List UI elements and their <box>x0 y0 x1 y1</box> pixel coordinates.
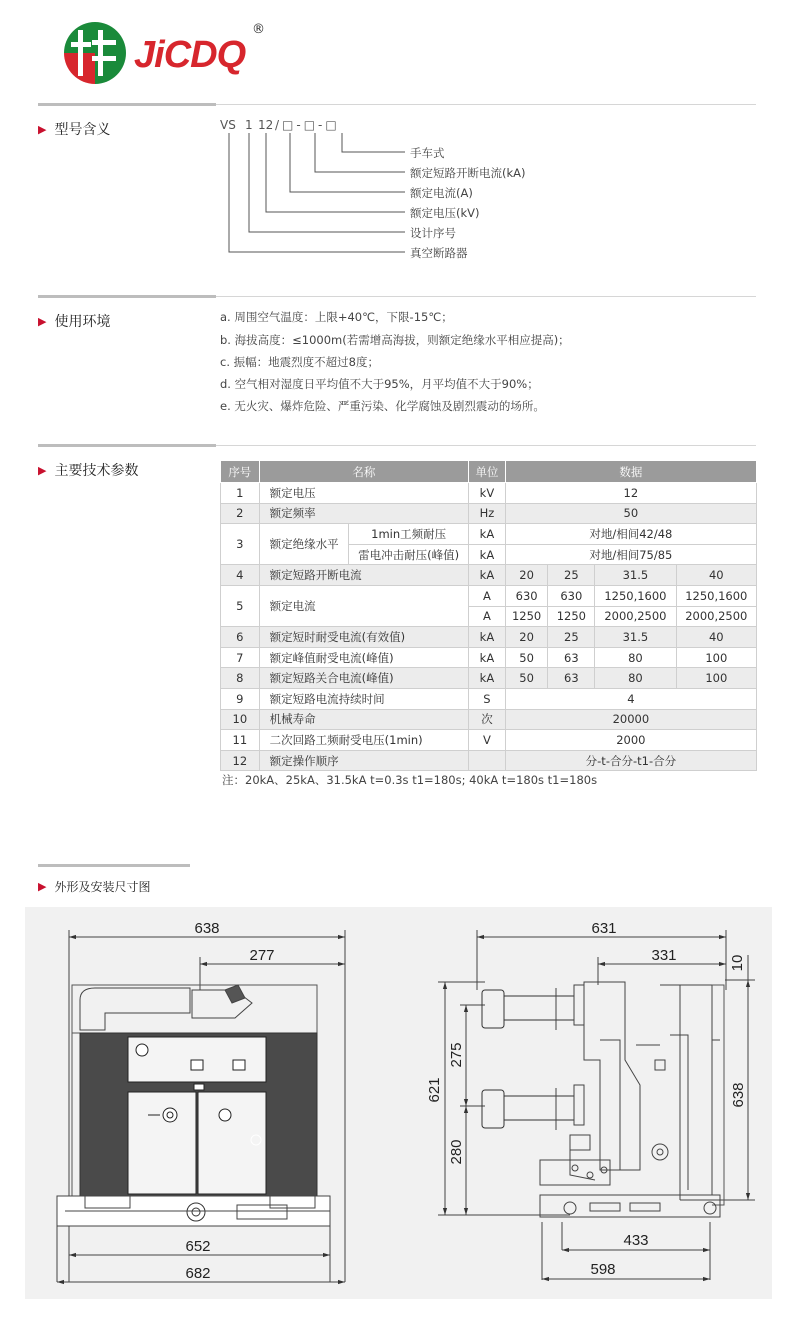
model-code-1: 1 <box>245 118 253 132</box>
front-view <box>57 930 345 1282</box>
env-line-a: a. 周围空气温度：上限+40℃，下限-15℃； <box>220 310 453 324</box>
table-row: 9 额定短路电流持续时间 S 4 <box>221 688 757 709</box>
chevron-right-icon: ▶ <box>38 122 47 136</box>
brand-name: JiCDQ <box>134 34 246 76</box>
section-title-drawing: ▶ 外形及安装尺寸图 <box>38 880 151 894</box>
table-row: 雷电冲击耐压(峰值) kA 对地/相间75/85 <box>221 544 757 565</box>
dim-front-638: 638 <box>194 920 220 937</box>
section-title-model: ▶ 型号含义 <box>38 122 111 138</box>
model-code-vs: VS <box>220 118 236 132</box>
dim-side-638: 638 <box>730 1082 747 1108</box>
table-row: 12 额定操作顺序 分-t-合分-t1-合分 <box>221 750 757 771</box>
env-line-c: c. 振幅：地震烈度不超过8度； <box>220 355 379 369</box>
model-code-rest: /□-□-□ <box>275 118 340 132</box>
section-title-params: ▶ 主要技术参数 <box>38 463 139 479</box>
dim-side-331: 331 <box>651 947 677 964</box>
header-no: 序号 <box>221 461 260 483</box>
model-code-12: 12 <box>258 118 274 132</box>
env-line-d: d. 空气相对湿度日平均值不大于95%，月平均值不大于90%； <box>220 377 539 391</box>
model-label-6: 真空断路器 <box>410 246 468 260</box>
model-label-4: 额定电压(kV) <box>410 206 480 220</box>
section-title-env: ▶ 使用环境 <box>38 314 111 330</box>
table-row: 7 额定峰值耐受电流(峰值) kA 50 63 80 100 <box>221 647 757 668</box>
table-row: 4 额定短路开断电流 kA 20 25 31.5 40 <box>221 565 757 586</box>
table-row: 8 额定短路关合电流(峰值) kA 50 63 80 100 <box>221 668 757 689</box>
table-note: 注：20kA、25kA、31.5kA t=0.3s t1=180s; 40kA t=180s t1=180s <box>222 773 598 787</box>
dim-front-277: 277 <box>249 947 275 964</box>
dim-front-682: 682 <box>185 1265 211 1282</box>
dim-front-652: 652 <box>185 1238 211 1255</box>
env-line-b: b. 海拔高度：≤1000m(若需增高海拔，则额定绝缘水平相应提高)； <box>220 333 570 347</box>
dim-side-280: 280 <box>448 1139 465 1165</box>
header-data: 数据 <box>505 461 756 483</box>
model-label-3: 额定电流(A) <box>410 186 473 200</box>
table-row: 11 二次回路工频耐受电压(1min) V 2000 <box>221 730 757 751</box>
dim-side-275: 275 <box>448 1042 465 1068</box>
model-label-1: 手车式 <box>410 146 445 160</box>
chevron-right-icon: ▶ <box>38 880 47 893</box>
table-row: A 1250 1250 2000,2500 2000,2500 <box>221 606 757 627</box>
model-label-2: 额定短路开断电流(kA) <box>410 166 526 180</box>
side-view <box>438 930 755 1280</box>
header-name: 名称 <box>259 461 469 483</box>
dim-side-598: 598 <box>590 1261 616 1278</box>
table-row: 1 额定电压 kV 12 <box>221 483 757 504</box>
table-row: 6 额定短时耐受电流(有效值) kA 20 25 31.5 40 <box>221 627 757 648</box>
chevron-right-icon: ▶ <box>38 314 47 328</box>
dim-side-10: 10 <box>729 954 746 972</box>
table-row: 10 机械寿命 次 20000 <box>221 709 757 730</box>
env-line-e: e. 无火灾、爆炸危险、严重污染、化学腐蚀及剧烈震动的场所。 <box>220 399 545 413</box>
table-row: 5 额定电流 A 630 630 1250,1600 1250,1600 <box>221 585 757 606</box>
dim-side-433: 433 <box>623 1232 649 1249</box>
side-view-dims <box>426 920 747 1278</box>
header-unit: 单位 <box>469 461 506 483</box>
model-label-5: 设计序号 <box>410 226 456 240</box>
dim-side-631: 631 <box>591 920 617 937</box>
dim-side-621: 621 <box>426 1077 443 1103</box>
table-row: 2 额定频率 Hz 50 <box>221 503 757 524</box>
table-row: 3 额定绝缘水平 1min工频耐压 kA 对地/相间42/48 <box>221 524 757 545</box>
registered-mark: ® <box>252 22 265 37</box>
chevron-right-icon: ▶ <box>38 463 47 477</box>
